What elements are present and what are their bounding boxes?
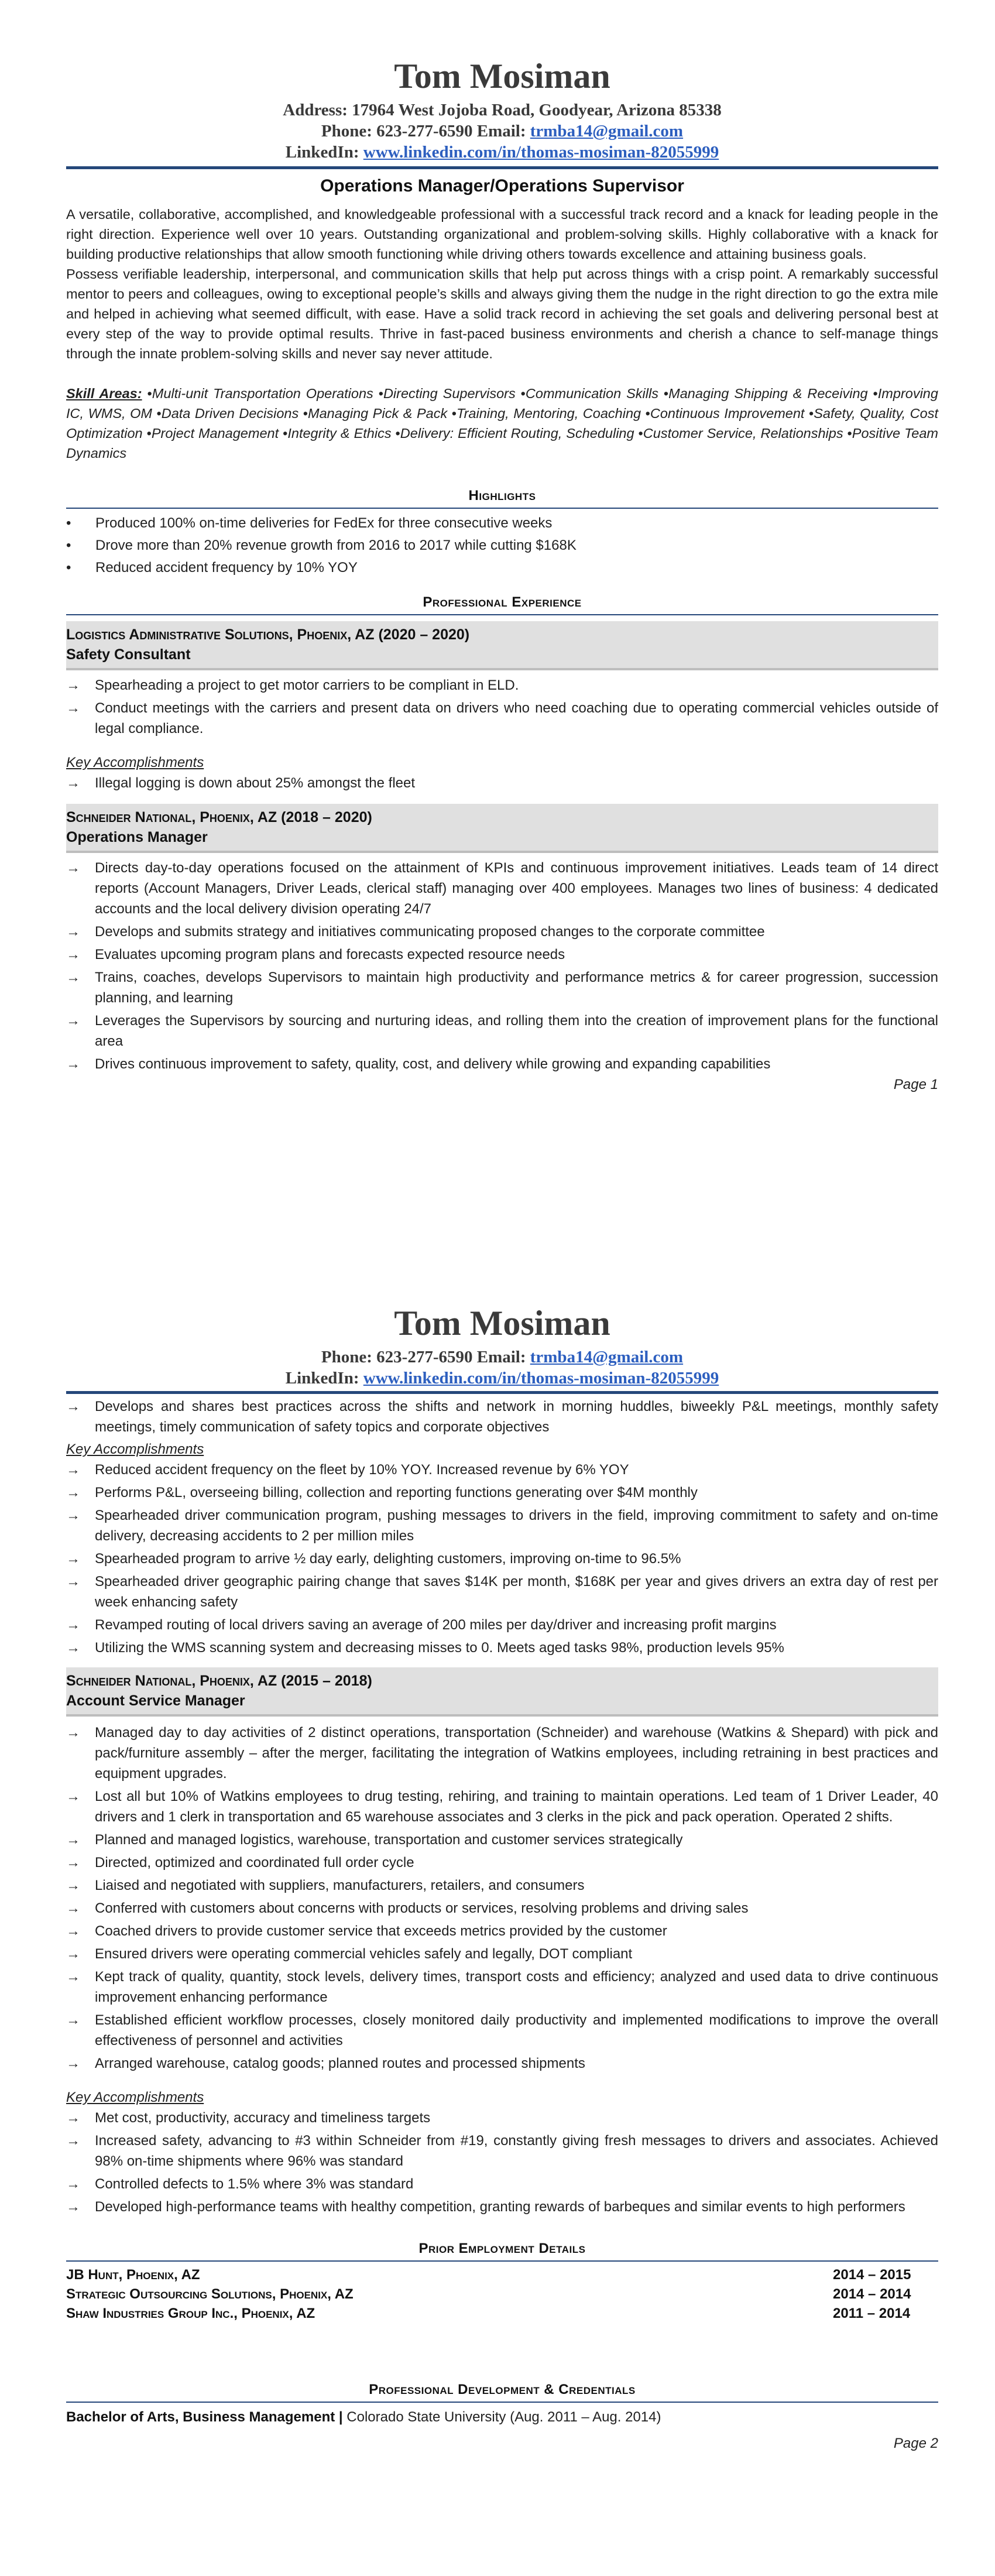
candidate-name: Tom Mosiman [394, 1304, 610, 1342]
list-item: → Leverages the Supervisors by sourcing and nurturing ideas, and rolling them into the creation of improvement plans for the functional area [66, 1013, 938, 1049]
prior-row [66, 2265, 938, 2284]
prior-row [66, 2284, 938, 2304]
duties-list [66, 858, 938, 1074]
list-item: → Coached drivers to provide customer service that exceeds metrics provided by the customer [66, 1923, 667, 1939]
list-item: → Spearheaded driver communication program, pushing messages to drivers in the field, improving commitment to safety and on-time delivery, decreasing accidents to 2 per million miles [66, 1508, 938, 1544]
list-item: → Drives continuous improvement to safety, quality, cost, and delivery while growing and expanding capabilities [66, 1056, 771, 1072]
list-item: → Develops and submits strategy and initiatives communicating proposed changes to the corporate committee [66, 924, 765, 940]
list-item: → Performs P&L, overseeing billing, collection and reporting functions generating over $4M monthly [66, 1485, 698, 1501]
school-name: Colorado State University (Aug. 2011 – Aug. 2014) [346, 2409, 661, 2425]
list-item: → Increased safety, advancing to #3 within Schneider from #19, constantly giving fresh messages to drivers and associates. Achieved 98% on-time shipments where 96% was standard [66, 2133, 938, 2169]
highlights-heading: Highlights [468, 488, 536, 503]
email-link[interactable]: trmba14@gmail.com [530, 122, 684, 141]
page-2 [0, 1288, 995, 2576]
duties-list [66, 675, 938, 739]
linkedin-label: LinkedIn: [285, 143, 359, 162]
prior-dates: 2014 – 2015 [833, 2267, 911, 2283]
role-title: Account Service Manager [66, 1693, 245, 1709]
list-item: → Arranged warehouse, catalog goods; planned routes and processed shipments [66, 2056, 585, 2071]
summary-paragraph: Possess verifiable leadership, interpersonal, and communication skills that help put across things with a crisp point. A remarkably successful mentor to peers and colleagues, owing to exceptional people’s skills and always giving them the nudge in the right direction to go the extra mile and helped in achieving what seemed difficult, with ease. Have a solid track record in achieving the set goals and delivering personal best at every step of the way to provide optimal results. Thrive in fast-paced business environments and cherish a chance to self-manage things through the innate problem-solving skills and never say never attitude. [66, 266, 938, 361]
list-item: → Directs day-to-day operations focused on the attainment of KPIs and continuous improvement initiatives. Leads team of 14 direct reports (Account Managers, Driver Leads, clerical staff) managing over 400 employees. Manages two lines of business: 4 dedicated accounts and the local delivery division operating 24/7 [66, 860, 938, 917]
accomplishments-list [66, 1460, 938, 1658]
phone-label: Phone: 623-277-6590 Email: [321, 122, 526, 141]
prior-dates: 2014 – 2014 [833, 2286, 911, 2302]
prior-dates: 2011 – 2014 [833, 2306, 911, 2321]
job-header-schneider-ops [66, 804, 938, 853]
skill-areas-label: Skill Areas: [66, 386, 142, 401]
list-item: → Reduced accident frequency on the fleet by 10% YOY. Increased revenue by 6% YOY [66, 1462, 629, 1478]
role-title: Safety Consultant [66, 646, 191, 663]
duties-list [66, 1396, 938, 1437]
role-title: Operations Manager [66, 829, 208, 845]
accomplishments-list [66, 2108, 938, 2217]
list-item: → Lost all but 10% of Watkins employees to drug testing, rehiring, and training to maintain operations. Led team of 1 Driver Leader, 40 drivers and 1 clerk in transportation and 65 warehouse associates and 3 clerks in the pick and pack operation. Operated 2 shifts. [66, 1789, 938, 1825]
summary-paragraph: A versatile, collaborative, accomplished, and knowledgeable professional with a successful track record and a knack for leading people in the right direction. Experience well over 10 years. Outstanding organizational and problem-solving skills. Highly collaborative with a knack for building productive relationships that allow smooth functioning while driving others towards excellence and attaining business goals. [66, 207, 938, 262]
section-rule [66, 614, 938, 615]
list-item: • Drove more than 20% revenue growth from 2016 to 2017 while cutting $168K [66, 535, 938, 557]
page-number: Page 2 [893, 2435, 938, 2451]
list-item: → Utilizing the WMS scanning system and decreasing misses to 0. Meets aged tasks 98%, production levels 95% [66, 1640, 784, 1656]
list-item: • Reduced accident frequency by 10% YOY [66, 557, 938, 579]
list-item: → Conferred with customers about concerns with products or services, resolving problems and driving sales [66, 1900, 749, 1916]
list-item: → Develops and shares best practices across the shifts and network in morning huddles, biweekly P&L meetings, monthly safety meetings, timely communication of safety topics and corporate objectives [66, 1399, 938, 1435]
skill-list: •Multi-unit Transportation Operations •Directing Supervisors •Communication Skills •Managing Shipping & Receiving •Improving IC, WMS, OM •Data Driven Decisions •Managing Pick & Pack •Training, Mentoring, Coaching •Continuous Improvement •Safety, Quality, Cost Optimization •Project Management •Integrity & Ethics •Delivery: Efficient Routing, Scheduling •Customer Service, Relationships •Positive Team Dynamics [66, 386, 938, 461]
prior-company: JB Hunt, Phoenix, AZ [66, 2267, 200, 2283]
linkedin-label: LinkedIn: [285, 1369, 359, 1388]
list-item: → Directed, optimized and coordinated full order cycle [66, 1855, 414, 1871]
skill-areas [66, 383, 938, 463]
phone-email-line [66, 121, 938, 142]
highlights-list [66, 512, 938, 579]
prior-employment-heading: Prior Employment Details [418, 2241, 586, 2256]
job-title: Operations Manager/Operations Supervisor [320, 176, 684, 196]
credentials-heading: Professional Development & Credentials [369, 2382, 636, 2397]
phone-email-line [66, 1347, 938, 1368]
key-accomplishments-label: Key Accomplishments [66, 2089, 204, 2105]
section-rule [66, 508, 938, 509]
list-item: → Spearheaded program to arrive ½ day early, delighting customers, improving on-time to 96.5% [66, 1551, 681, 1567]
prior-company: Shaw Industries Group Inc., Phoenix, AZ [66, 2306, 315, 2321]
list-item: → Kept track of quality, quantity, stock levels, delivery times, transport costs and efficiency; analyzed and used data to drive continuous improvement enhancing performance [66, 1969, 938, 2005]
linkedin-link[interactable]: www.linkedin.com/in/thomas-mosiman-82055999 [363, 143, 719, 162]
list-item: → Managed day to day activities of 2 distinct operations, transportation (Schneider) and warehouse (Watkins & Shepard) with pick and pack/furniture assembly – after the merger, facilitating the integration of Watkins employees, including retraining in best practices and equipment upgrades. [66, 1725, 938, 1782]
list-item: → Spearheaded driver geographic pairing change that saves $14K per month, $168K per year and gives drivers an extra day of rest per week enhancing safety [66, 1574, 938, 1610]
duties-list [66, 1722, 938, 2074]
prior-row [66, 2304, 938, 2323]
linkedin-link[interactable]: www.linkedin.com/in/thomas-mosiman-82055999 [363, 1369, 719, 1388]
list-item: → Established efficient workflow processes, closely monitored daily productivity and implemented modifications to improve the overall effectiveness of personnel and activities [66, 2012, 938, 2049]
prior-employment-list [66, 2265, 938, 2323]
list-item: → Illegal logging is down about 25% amongst the fleet [66, 775, 416, 791]
address-line: Address: 17964 West Jojoba Road, Goodyear, Arizona 85338 [283, 101, 722, 119]
list-item: → Liaised and negotiated with suppliers, manufacturers, retailers, and consumers [66, 1878, 585, 1893]
job-header-schneider-asm [66, 1667, 938, 1717]
key-accomplishments-label: Key Accomplishments [66, 1441, 204, 1457]
linkedin-line [66, 1368, 938, 1389]
list-item: → Trains, coaches, develops Supervisors to maintain high productivity and performance metrics & for career progression, succession planning, and learning [66, 970, 938, 1006]
email-link[interactable]: trmba14@gmail.com [530, 1348, 684, 1366]
list-item: → Spearheading a project to get motor carriers to be compliant in ELD. [66, 677, 519, 693]
header-rule [66, 1391, 938, 1394]
list-item: → Evaluates upcoming program plans and forecasts expected resource needs [66, 947, 565, 962]
header-rule [66, 166, 938, 169]
list-item: → Ensured drivers were operating commercial vehicles safely and legally, DOT compliant [66, 1946, 633, 1962]
list-item: → Met cost, productivity, accuracy and timeliness targets [66, 2110, 431, 2126]
list-item: • Produced 100% on-time deliveries for FedEx for three consecutive weeks [66, 512, 938, 535]
company-line: Schneider National, Phoenix, AZ (2015 – 2018) [66, 1673, 372, 1689]
company-line: Logistics Administrative Solutions, Phoenix, AZ (2020 – 2020) [66, 626, 470, 643]
degree-line [66, 2407, 938, 2427]
company-line: Schneider National, Phoenix, AZ (2018 – 2020) [66, 809, 372, 825]
section-rule [66, 2402, 938, 2403]
linkedin-line [66, 142, 938, 163]
degree-name: Bachelor of Arts, Business Management | [66, 2409, 343, 2425]
key-accomplishments-label: Key Accomplishments [66, 755, 204, 770]
phone-label: Phone: 623-277-6590 Email: [321, 1348, 526, 1366]
section-rule [66, 2260, 938, 2262]
summary [66, 204, 938, 364]
page-number: Page 1 [893, 1077, 938, 1092]
list-item: → Planned and managed logistics, warehouse, transportation and customer services strategically [66, 1832, 683, 1848]
list-item: → Controlled defects to 1.5% where 3% was standard [66, 2176, 414, 2192]
candidate-name: Tom Mosiman [394, 57, 610, 95]
list-item: → Revamped routing of local drivers saving an average of 200 miles per day/driver and increasing profit margins [66, 1617, 777, 1633]
job-header-logistics [66, 621, 938, 670]
list-item: → Developed high-performance teams with healthy competition, granting rewards of barbeques and similar events to high performers [66, 2199, 905, 2215]
experience-heading: Professional Experience [423, 594, 582, 610]
prior-company: Strategic Outsourcing Solutions, Phoenix, AZ [66, 2286, 354, 2302]
accomplishments-list [66, 773, 938, 793]
list-item: → Conduct meetings with the carriers and present data on drivers who need coaching due to operating commercial vehicles outside of legal compliance. [66, 700, 938, 737]
